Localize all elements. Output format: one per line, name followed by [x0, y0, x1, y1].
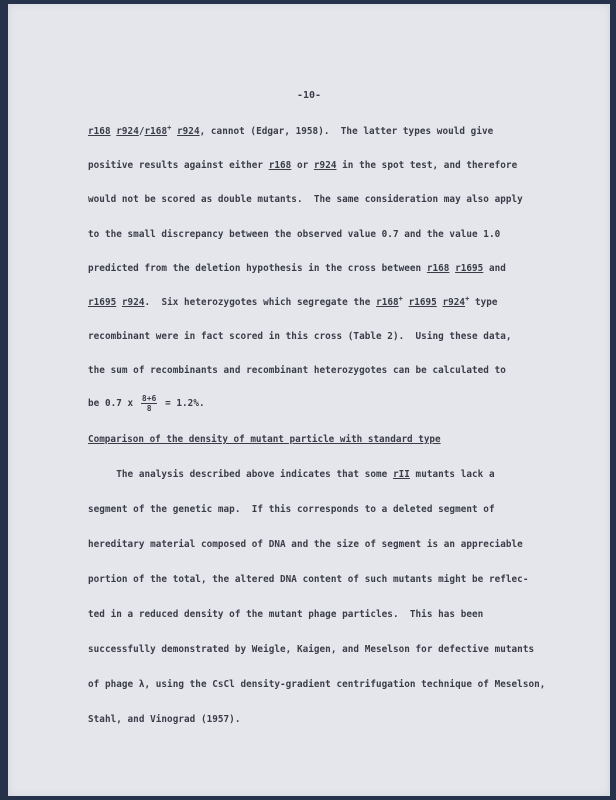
text-line: to the small discrepancy between the observed value 0.7 and the value 1.0	[88, 229, 501, 240]
section-heading: Comparison of the density of mutant particle with standard type	[88, 434, 441, 445]
text-line: recombinant were in fact scored in this cross (Table 2). Using these data,	[88, 331, 512, 342]
text-line: of phage λ, using the CsCl density-gradient centrifugation technique of Meselson,	[88, 679, 546, 690]
text-line: Stahl, and Vinograd (1957).	[88, 714, 241, 725]
text-line-with-fraction: be 0.7 x $\frac{8+6}{8}$ = 1.2%.	[88, 394, 205, 413]
fraction: $\frac{8+6}{8}$	[141, 394, 157, 413]
text-line: portion of the total, the altered DNA content of such mutants might be reflec-	[88, 574, 529, 585]
text-line: predicted from the deletion hypothesis in the cross between r168 r1695 and	[88, 263, 506, 274]
text-line: r168 r924/r168+ r924, cannot (Edgar, 1958). The latter types would give	[88, 123, 494, 137]
text-line: segment of the genetic map. If this corresponds to a deleted segment of	[88, 504, 495, 515]
text-line: The analysis described above indicates that some rII mutants lack a	[88, 469, 495, 480]
text-line: successfully demonstrated by Weigle, Kaigen, and Meselson for defective mutants	[88, 644, 535, 655]
page-number: -10-	[296, 90, 322, 101]
text-line: hereditary material composed of DNA and the size of segment is an appreciable	[88, 539, 523, 550]
text-line: the sum of recombinants and recombinant heterozygotes can be calculated to	[88, 365, 506, 376]
text-line: ted in a reduced density of the mutant phage particles. This has been	[88, 609, 484, 620]
text-line: would not be scored as double mutants. The same consideration may also apply	[88, 194, 523, 205]
text-line: r1695 r924. Six heterozygotes which segregate the r168+ r1695 r924+ type	[88, 294, 498, 308]
document-page	[8, 4, 610, 796]
text-line: positive results against either r168 or r924 in the spot test, and therefore	[88, 160, 518, 171]
